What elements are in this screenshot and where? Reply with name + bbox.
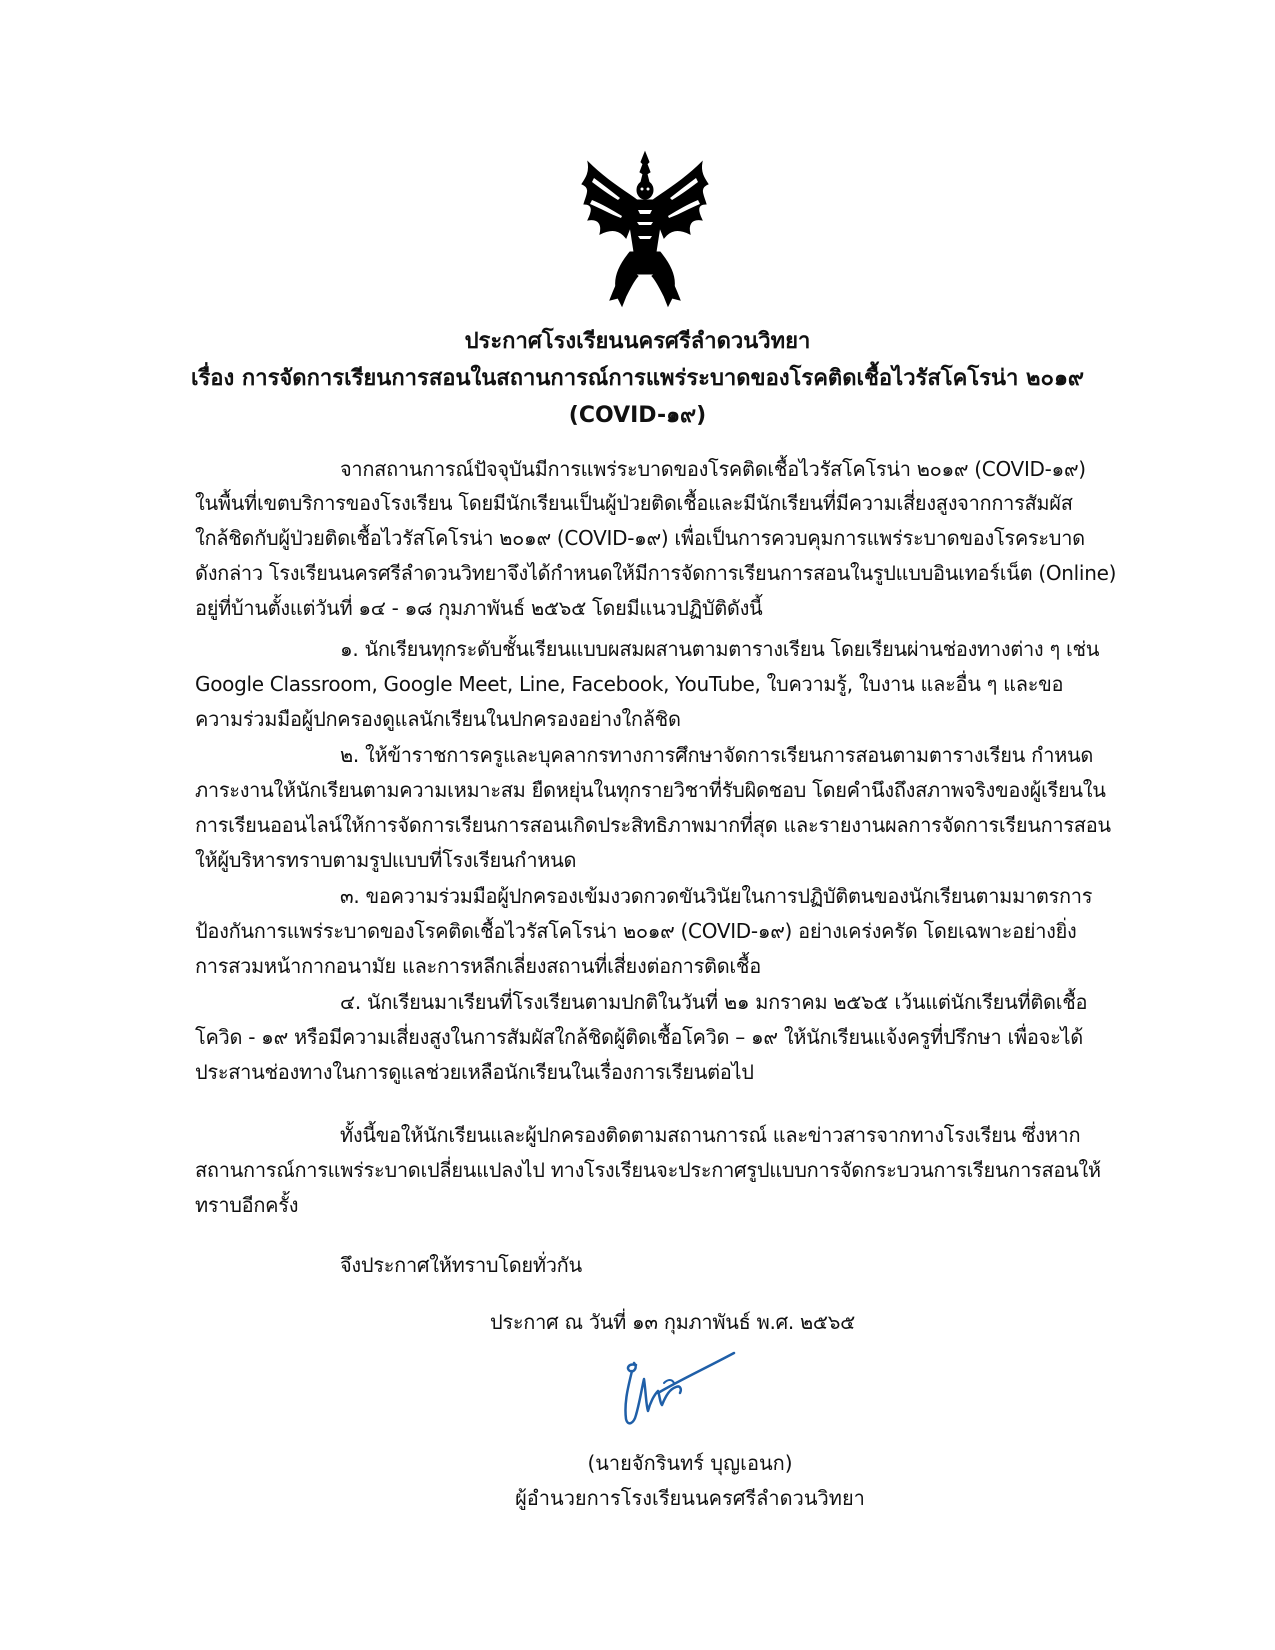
announcement-date: ประกาศ ณ วันที่ ๑๓ กุมภาพันธ์ พ.ศ. ๒๕๖๕ (490, 1310, 855, 1334)
list-item-4-line: โควิด - ๑๙ หรือมีความเสี่ยงสูงในการสัมผัสใกล้ชิดผู้ติดเชื้อโควิด – ๑๙ ให้นักเรียนแจ้งครูที่ปรึกษา เพื่อจะได้ (195, 1025, 1083, 1049)
list-item-1-line: ๑. นักเรียนทุกระดับชั้นเรียนแบบผสมผสานตามตารางเรียน โดยเรียนผ่านช่องทางต่าง ๆ เช่น (340, 637, 1100, 661)
paragraph-line: ใกล้ชิดกับผู้ป่วยติดเชื้อไวรัสโคโรน่า ๒๐๑๙ (COVID-๑๙) เพื่อเป็นการควบคุมการแพร่ระบาดของโรคระบาด (195, 526, 1085, 550)
list-item-3-line: ๓. ขอความร่วมมือผู้ปกครองเข้มงวดกวดขันวินัยในการปฏิบัติตนของนักเรียนตามมาตรการ (340, 884, 1093, 908)
handwritten-signature (618, 1345, 738, 1435)
paragraph-line: ทั้งนี้ขอให้นักเรียนและผู้ปกครองติดตามสถานการณ์ และข่าวสารจากทางโรงเรียน ซึ่งหาก (340, 1123, 1081, 1147)
paragraph-line: อยู่ที่บ้านตั้งแต่วันที่ ๑๔ - ๑๘ กุมภาพันธ์ ๒๕๖๕ โดยมีแนวปฏิบัติดังนี้ (195, 596, 763, 620)
paragraph-line: ทราบอีกครั้ง (195, 1193, 299, 1217)
paragraph-line: ดังกล่าว โรงเรียนนครศรีลำดวนวิทยาจึงได้กำหนดให้มีการจัดการเรียนการสอนในรูปแบบอินเทอร์เน็ต (Online) (195, 561, 1117, 585)
garuda-emblem-icon (580, 148, 710, 310)
list-item-2-line: ภาระงานให้นักเรียนตามความเหมาะสม ยืดหยุ่นในทุกรายวิชาที่รับผิดชอบ โดยคำนึงถึงสภาพจริงของผู้เรียนใน (195, 778, 1106, 802)
list-item-3-line: ป้องกันการแพร่ระบาดของโรคติดเชื้อไวรัสโคโรน่า ๒๐๑๙ (COVID-๑๙) อย่างเคร่งครัด โดยเฉพาะอย่างยิ่ง (195, 919, 1077, 943)
list-item-2-line: ๒. ให้ข้าราชการครูและบุคลากรทางการศึกษาจัดการเรียนการสอนตามตารางเรียน กำหนด (340, 743, 1094, 767)
list-item-3-line: การสวมหน้ากากอนามัย และการหลีกเลี่ยงสถานที่เสี่ยงต่อการติดเชื้อ (195, 954, 761, 978)
announcement-title: ประกาศโรงเรียนนครศรีลำดวนวิทยา (464, 329, 811, 354)
paragraph-line: ในพื้นที่เขตบริการของโรงเรียน โดยมีนักเรียนเป็นผู้ป่วยติดเชื้อและมีนักเรียนที่มีความเสี่ยงสูงจากการสัมผัส (195, 491, 1073, 515)
closing-statement: จึงประกาศให้ทราบโดยทั่วกัน (340, 1253, 582, 1277)
list-item-2-line: การเรียนออนไลน์ให้การจัดการเรียนการสอนเกิดประสิทธิภาพมากที่สุด และรายงานผลการจัดการเรียนการสอน (195, 813, 1111, 837)
signer-name: (นายจักรินทร์ บุญเอนก) (587, 1451, 793, 1475)
list-item-4-line: ๔. นักเรียนมาเรียนที่โรงเรียนตามปกติในวันที่ ๒๑ มกราคม ๒๕๖๕ เว้นแต่นักเรียนที่ติดเชื้อ (340, 990, 1088, 1014)
list-item-4-line: ประสานช่องทางในการดูแลช่วยเหลือนักเรียนในเรื่องการเรียนต่อไป (195, 1060, 754, 1084)
list-item-1-line: ความร่วมมือผู้ปกครองดูแลนักเรียนในปกครองอย่างใกล้ชิด (195, 707, 681, 731)
list-item-1-line: Google Classroom, Google Meet, Line, Facebook, YouTube, ใบความรู้, ใบงาน และอื่น ๆ และขอ (195, 672, 1064, 696)
paragraph-line: สถานการณ์การแพร่ระบาดเปลี่ยนแปลงไป ทางโรงเรียนจะประกาศรูปแบบการจัดกระบวนการเรียนการสอนให้ (195, 1158, 1101, 1182)
announcement-subject: เรื่อง การจัดการเรียนการสอนในสถานการณ์การแพร่ระบาดของโรคติดเชื้อไวรัสโคโรน่า ๒๐๑๙ (190, 366, 1085, 391)
announcement-subject-cont: (COVID-๑๙) (568, 403, 707, 428)
list-item-2-line: ให้ผู้บริหารทราบตามรูปแบบที่โรงเรียนกำหนด (195, 848, 577, 872)
paragraph-line: จากสถานการณ์ปัจจุบันมีการแพร่ระบาดของโรคติดเชื้อไวรัสโคโรน่า ๒๐๑๙ (COVID-๑๙) (340, 457, 1086, 481)
signer-title: ผู้อำนวยการโรงเรียนนครศรีลำดวนวิทยา (515, 1486, 865, 1510)
